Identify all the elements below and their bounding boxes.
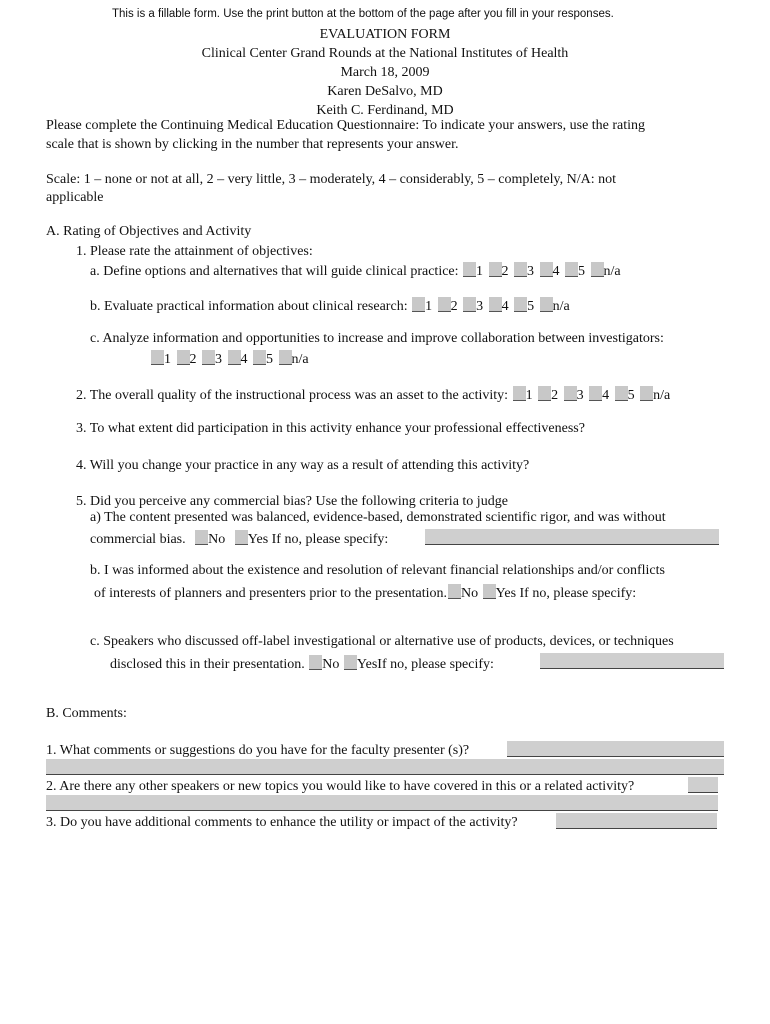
rating-label: 1 <box>164 352 171 367</box>
question-5a-line-2 <box>90 530 388 548</box>
fillable-notice: This is a fillable form. Use the print button at the bottom of the page after you fill in your responses. <box>112 8 614 20</box>
question-5c-label: disclosed this in their presentation. <box>110 657 305 672</box>
q1c-rating-5-checkbox[interactable] <box>253 350 266 365</box>
q1b-rating-2-checkbox[interactable] <box>438 297 451 312</box>
event-date: March 18, 2009 <box>340 65 430 80</box>
no-label: No <box>461 586 479 601</box>
q2-rating-4-checkbox[interactable] <box>589 386 602 401</box>
q2-rating-1-checkbox[interactable] <box>513 386 526 401</box>
question-5b-line-2 <box>94 584 636 602</box>
comment-2-label: 2. Are there any other speakers or new topics you would like to have covered in this or a related activity? <box>46 779 635 794</box>
rating-label: 2 <box>450 299 458 314</box>
question-5c-line-2 <box>110 655 494 673</box>
comment-1-field-continued[interactable] <box>46 759 724 775</box>
q1c-rating-2-checkbox[interactable] <box>177 350 190 365</box>
question-5b-line-1: b. I was informed about the existence and resolution of relevant financial relationships and/or conflicts <box>90 563 665 578</box>
speaker-1: Karen DeSalvo, MD <box>327 84 443 99</box>
q1b-rating-5-checkbox[interactable] <box>514 297 527 312</box>
event-title: Clinical Center Grand Rounds at the National Institutes of Health <box>201 46 569 61</box>
rating-label: n/a <box>552 299 570 314</box>
yes-label: Yes <box>247 532 269 547</box>
scale-line-1: Scale: 1 – none or not at all, 2 – very little, 3 – moderately, 4 – considerably, 5 – completely, N/A: not <box>46 172 616 187</box>
question-1b-label: b. Evaluate practical information about clinical research: <box>90 299 408 314</box>
q5c-specify-field[interactable] <box>540 653 724 669</box>
q1a-rating-1-checkbox[interactable] <box>463 262 476 277</box>
section-b-heading: B. Comments: <box>46 706 127 721</box>
q1c-rating-3-checkbox[interactable] <box>202 350 215 365</box>
rating-label: 5 <box>266 352 273 367</box>
question-1b <box>90 297 571 315</box>
q1b-rating-3-checkbox[interactable] <box>463 297 476 312</box>
rating-label: 1 <box>425 299 433 314</box>
rating-label: n/a <box>653 388 671 403</box>
question-5b-label: of interests of planners and presenters prior to the presentation. <box>94 586 448 601</box>
q1a-rating-3-checkbox[interactable] <box>514 262 527 277</box>
q2-rating-3-checkbox[interactable] <box>564 386 577 401</box>
q5a-specify-field[interactable] <box>425 529 719 545</box>
rating-label: 1 <box>476 264 484 279</box>
q1b-rating-na-checkbox[interactable] <box>540 297 553 312</box>
comment-3-label: 3. Do you have additional comments to enhance the utility or impact of the activity? <box>46 815 518 830</box>
question-1a <box>90 262 622 280</box>
question-2 <box>76 386 671 404</box>
question-5a-line-1: a) The content presented was balanced, evidence-based, demonstrated scientific rigor, and was without <box>90 510 666 525</box>
specify-label: If no, please specify: <box>377 657 494 672</box>
rating-label: 4 <box>240 352 248 367</box>
q5c-yes-checkbox[interactable] <box>344 655 357 670</box>
q1b-rating-1-checkbox[interactable] <box>412 297 425 312</box>
q1c-rating-1-checkbox[interactable] <box>151 350 164 365</box>
q1c-rating-na-checkbox[interactable] <box>279 350 292 365</box>
rating-label: 2 <box>501 264 509 279</box>
question-1: 1. Please rate the attainment of objectives: <box>76 244 313 259</box>
yes-label: Yes <box>495 586 517 601</box>
rating-label: 3 <box>527 264 535 279</box>
q1a-rating-2-checkbox[interactable] <box>489 262 502 277</box>
question-4: 4. Will you change your practice in any way as a result of attending this activity? <box>76 458 530 473</box>
rating-label: 3 <box>476 299 484 314</box>
question-1c: c. Analyze information and opportunities to increase and improve collaboration between investigators: <box>90 331 664 346</box>
question-5c-line-1: c. Speakers who discussed off-label investigational or alternative use of products, devices, or techniques <box>90 634 674 649</box>
comment-2-field-continued[interactable] <box>46 795 718 811</box>
rating-label: 5 <box>578 264 586 279</box>
q1a-rating-4-checkbox[interactable] <box>540 262 553 277</box>
comment-1-field[interactable] <box>507 741 724 757</box>
rating-label: 5 <box>527 299 535 314</box>
form-title: EVALUATION FORM <box>319 27 451 42</box>
yes-label: Yes <box>356 657 378 672</box>
rating-label: 3 <box>215 352 222 367</box>
intro-line-1: Please complete the Continuing Medical Education Questionnaire: To indicate your answers, use the rating <box>46 118 646 133</box>
q1a-rating-5-checkbox[interactable] <box>565 262 578 277</box>
rating-label: 3 <box>576 388 584 403</box>
rating-label: n/a <box>291 352 309 367</box>
rating-label: 1 <box>525 388 533 403</box>
comment-1-label: 1. What comments or suggestions do you have for the faculty presenter (s)? <box>46 743 470 758</box>
q1b-rating-4-checkbox[interactable] <box>489 297 502 312</box>
question-5: 5. Did you perceive any commercial bias? Use the following criteria to judge <box>76 494 508 509</box>
q5b-no-checkbox[interactable] <box>448 584 461 599</box>
specify-label: If no, please specify: <box>271 532 389 547</box>
rating-label: 2 <box>551 388 559 403</box>
q5b-yes-checkbox[interactable] <box>483 584 496 599</box>
no-label: No <box>208 532 226 547</box>
scale-line-2: applicable <box>46 190 104 205</box>
specify-label: If no, please specify: <box>519 586 637 601</box>
question-1c-options <box>150 350 310 368</box>
section-a-heading: A. Rating of Objectives and Activity <box>46 224 252 239</box>
rating-label: 4 <box>602 388 610 403</box>
rating-label: 5 <box>627 388 635 403</box>
q1a-rating-na-checkbox[interactable] <box>591 262 604 277</box>
q2-rating-5-checkbox[interactable] <box>615 386 628 401</box>
rating-label: 2 <box>189 352 197 367</box>
q1c-rating-4-checkbox[interactable] <box>228 350 241 365</box>
rating-label: n/a <box>603 264 621 279</box>
question-5a-label: commercial bias. <box>90 532 186 547</box>
question-1a-label: a. Define options and alternatives that will guide clinical practice: <box>90 264 459 279</box>
question-2-label: 2. The overall quality of the instructional process was an asset to the activity: <box>76 388 509 403</box>
q5c-no-checkbox[interactable] <box>309 655 322 670</box>
intro-line-2: scale that is shown by clicking in the number that represents your answer. <box>46 137 459 152</box>
q2-rating-2-checkbox[interactable] <box>538 386 551 401</box>
no-label: No <box>322 657 340 672</box>
speaker-2: Keith C. Ferdinand, MD <box>316 103 454 118</box>
q5a-yes-checkbox[interactable] <box>235 530 248 545</box>
q2-rating-na-checkbox[interactable] <box>640 386 653 401</box>
rating-label: 4 <box>501 299 509 314</box>
comment-3-field[interactable] <box>556 813 717 829</box>
rating-label: 4 <box>552 264 560 279</box>
q5a-no-checkbox[interactable] <box>195 530 208 545</box>
question-3: 3. To what extent did participation in this activity enhance your professional effectiveness? <box>76 421 585 436</box>
comment-2-field[interactable] <box>688 777 718 793</box>
